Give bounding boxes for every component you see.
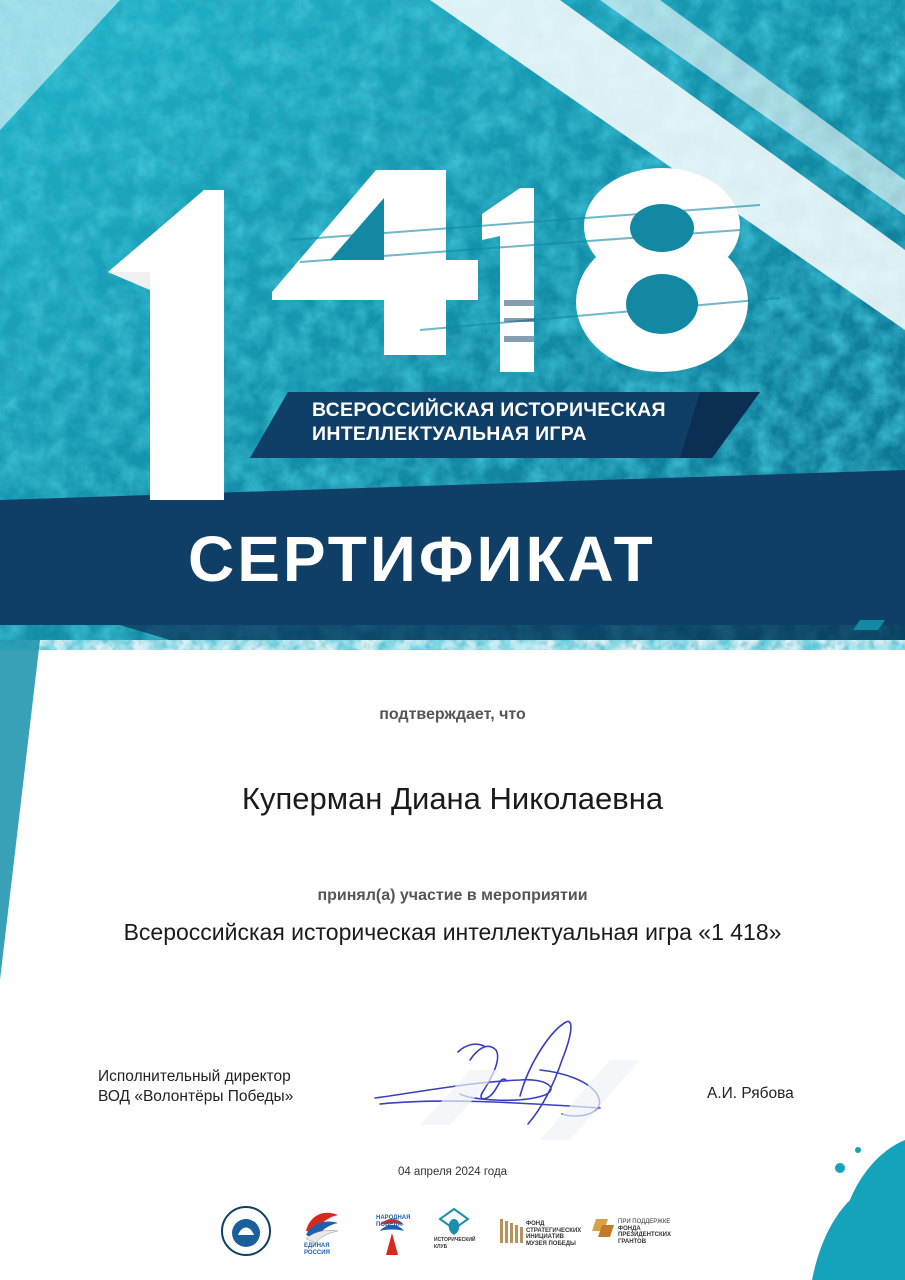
participation-text: принял(а) участие в мероприятии xyxy=(317,887,588,904)
people-victory-logo xyxy=(372,1205,412,1257)
game-title xyxy=(312,398,732,446)
presidential-grants-logo xyxy=(592,1205,616,1257)
museum-fund-caption: ФОНД СТРАТЕГИЧЕСКИХ ИНИЦИАТИВ МУЗЕЯ ПОБЕДЫ xyxy=(526,1221,582,1247)
game-title-line1: ВСЕРОССИЙСКАЯ ИСТОРИЧЕСКАЯ xyxy=(312,399,666,421)
confirms-text: подтверждает, что xyxy=(379,706,526,723)
history-club-caption: ИСТОРИЧЕСКИЙ КЛУБ xyxy=(434,1237,476,1250)
event-name: Всероссийская историческая интеллектуальная игра «1 418» xyxy=(123,919,782,945)
united-russia-caption: ЕДИНАЯ РОССИЯ xyxy=(304,1243,330,1256)
people-victory-caption: НАРОДНАЯ ПОБЕДА xyxy=(376,1215,411,1228)
signer-name: А.И. Рябова xyxy=(707,1085,794,1102)
certificate-title: СЕРТИФИКАТ xyxy=(188,523,656,595)
recipient-name: Куперман Диана Николаевна xyxy=(241,781,664,816)
museum-fund-logo xyxy=(498,1205,524,1257)
signer-title-line1: Исполнительный директор xyxy=(98,1068,291,1085)
signer-title-line2: ВОД «Волонтёры Победы» xyxy=(98,1088,294,1105)
partner-logos xyxy=(220,1205,700,1260)
volunteers-victory-logo xyxy=(220,1205,272,1257)
issue-date: 04 апреля 2024 года xyxy=(397,1166,508,1178)
signer-title xyxy=(98,1067,293,1107)
presidential-grants-caption: ПРИ ПОДДЕРЖКЕ ФОНДА ПРЕЗИДЕНТСКИХ ГРАНТОВ xyxy=(618,1219,671,1245)
game-title-line2: ИНТЕЛЛЕКТУАЛЬНАЯ ИГРА xyxy=(312,423,587,445)
